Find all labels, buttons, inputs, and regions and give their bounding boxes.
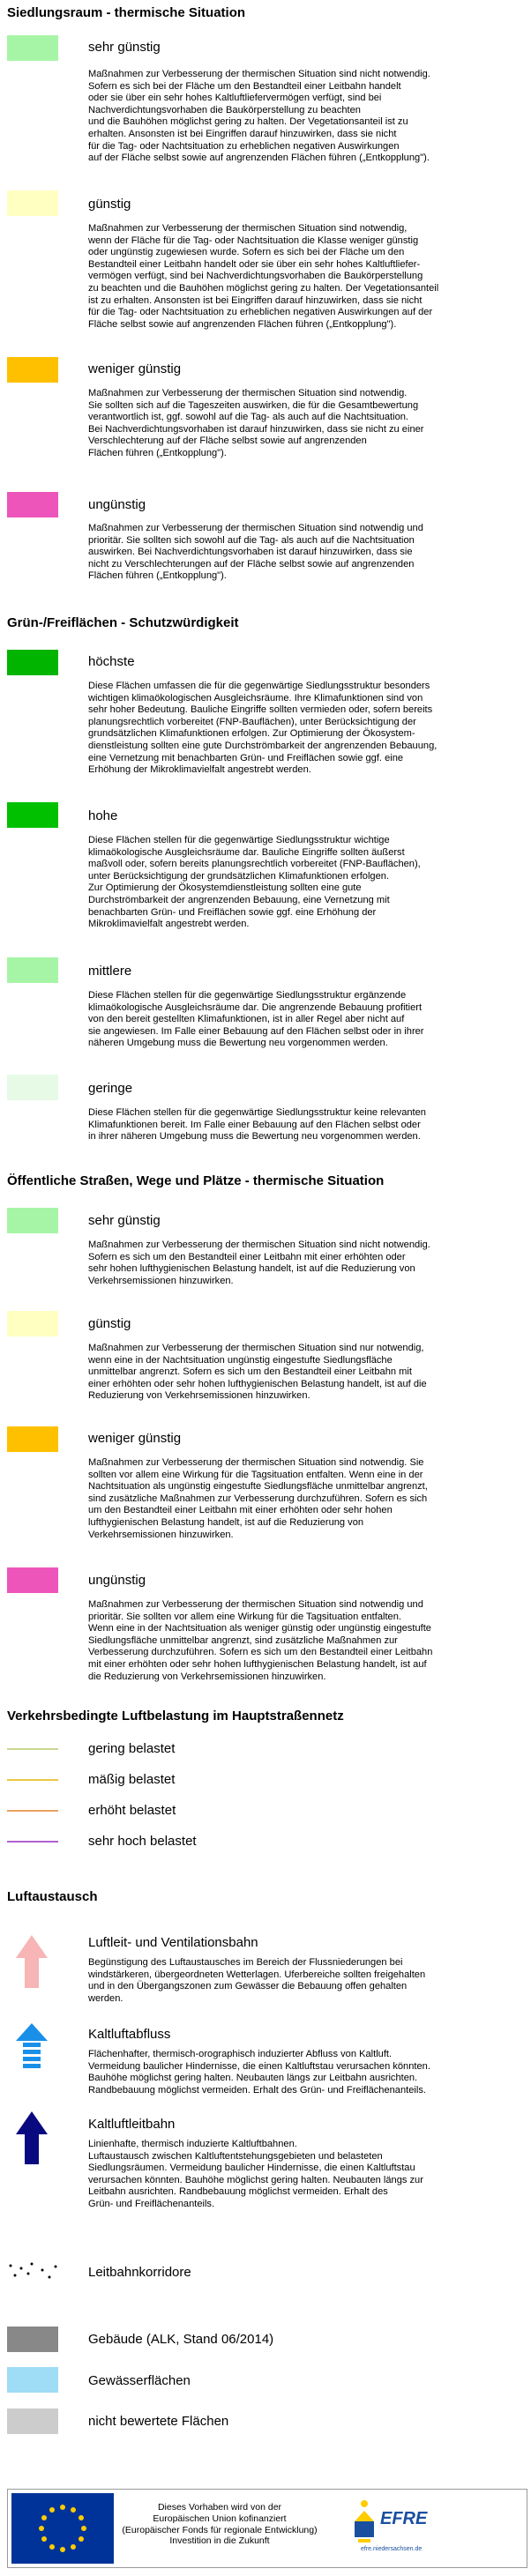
blue-arrow-icon (16, 2023, 48, 2069)
swatch-nicht-bewertet (7, 2408, 58, 2434)
desc-line: Flächenhafter, thermisch-orographisch induzierter Abfluss von Kaltluft. (88, 2049, 393, 2059)
desc-line: Verbesserung durchzuführen. Sofern es sich um den Bestandteil einer Leitbahn (88, 1647, 433, 1658)
desc-line: wenn eine in der Nachtsituation ungünstig eingestufte Siedlungsfläche (88, 1354, 393, 1366)
desc-line: und in den Übergangszonen zum Gewässer die Bebauung offen gehalten (88, 1981, 408, 1992)
efre-logo-icon (348, 2495, 436, 2564)
desc-hohe (88, 835, 516, 931)
eu-stars-icon (11, 2493, 114, 2564)
desc-line: unter Berücksichtigung der grundsätzlichen Klimafunktionen erfolgen. (88, 870, 390, 882)
swatch-sehr-guenstig (7, 35, 58, 61)
efre-sub-label: efre.niedersachsen.de (361, 2546, 423, 2552)
desc-line: Maßnahmen zur Verbesserung der thermischen Situation sind notwendig und (88, 1599, 423, 1610)
desc-line: Verkehrsemissionen hinzuwirken. (88, 1275, 234, 1286)
label-erhoeht-belastet: erhöht belastet (88, 1803, 176, 1818)
desc-line: Sofern es sich um den Bestandteil einer Leitbahn mit einer erhöhten oder (88, 1251, 406, 1262)
section-title-strassen: Öffentliche Straßen, Wege und Plätze - thermische Situation (7, 1173, 385, 1188)
label-sehr-hoch-belastet: sehr hoch belastet (88, 1834, 197, 1849)
section-title-gruenflaechen: Grün-/Freiflächen - Schutzwürdigkeit (7, 615, 239, 630)
desc-kaltluftabfluss (88, 2049, 516, 2096)
desc-weniger-guenstig (88, 388, 516, 460)
line-gering-belastet (7, 1748, 58, 1750)
section-title-verkehr: Verkehrsbedingte Luftbelastung im Hauptstraßennetz (7, 1709, 344, 1724)
desc-line: windstärkeren, übergeordneten Wetterlagen. Uferbereiche sollten freigehalten (88, 1969, 426, 1980)
footer-text (118, 2502, 321, 2547)
desc-line: Maßnahmen zur Verbesserung der thermischen Situation sind notwendig. Sie (88, 1457, 424, 1468)
swatch-unguenstig (7, 492, 58, 517)
swatch-hohe (7, 802, 58, 828)
desc-line: wenn der Fläche für die Tag- oder Nachtsituation die Klasse weniger günstig (88, 235, 419, 246)
dots-icon (7, 2261, 60, 2281)
swatch-strassen-unguenstig (7, 1567, 58, 1593)
desc-line: sollten vor allem eine Wirkung für die Tagsituation entfalten. Wenn eine in der (88, 1469, 423, 1480)
desc-line: unmittelbar angrenzt. Sofern es sich um den Bestandteil einer Leitbahn mit (88, 1366, 412, 1378)
desc-line: Maßnahmen zur Verbesserung der thermischen Situation sind notwendig. (88, 388, 408, 398)
desc-line: Siedlungsräumen. Vermeidung baulicher Hindernisse, die einen Kaltluftstau (88, 2163, 415, 2174)
desc-line: ist zu erhalten. Ansonsten ist bei Eingriffen darauf hinzuwirken, dass sie nicht (88, 294, 423, 306)
swatch-hoechste (7, 650, 58, 675)
desc-line: eine Vernetzung mit benachbarten Grün- und Freiflächen sowie ggf. eine (88, 752, 404, 763)
desc-line: in ihrer näheren Umgebung muss die Bewertung neu vorgenommen werden. (88, 1131, 421, 1143)
line-erhoeht-belastet (7, 1810, 58, 1812)
desc-line: vermögen verfügt, sind bei Nachverdichtungsvorhaben die Baukörperstellung (88, 271, 423, 282)
label-strassen-sehr-guenstig: sehr günstig (88, 1213, 161, 1228)
desc-line: auf der Fläche selbst sowie auf angrenzenden Flächen führen („Entkopplung"). (88, 153, 430, 164)
label-gebaeude: Gebäude (ALK, Stand 06/2014) (88, 2332, 274, 2347)
label-luftleitbahn: Luftleit- und Ventilationsbahn (88, 1935, 258, 1950)
desc-line: Diese Flächen umfassen die für die gegenwärtige Siedlungsstruktur besonders (88, 681, 430, 691)
desc-sehr-guenstig (88, 69, 516, 165)
desc-line: Grün- und Freiflächenanteils. (88, 2198, 215, 2209)
swatch-geringe (7, 1075, 58, 1100)
label-kaltluftleitbahn: Kaltluftleitbahn (88, 2117, 176, 2132)
pink-arrow-icon (16, 1935, 48, 1988)
desc-line: dienstleistung sollten eine gute Durchströmbarkeit der angrenzenden Bebauung, (88, 740, 438, 751)
desc-line: Maßnahmen zur Verbesserung der thermischen Situation sind notwendig, (88, 223, 408, 234)
desc-hoechste (88, 681, 516, 777)
desc-line: einer erhöhten oder sehr hohen lufthygienischen Belastung handelt, ist auf die (88, 1378, 427, 1389)
desc-line: Klimafunktionen bereit. Im Falle einer Bebauung auf den Flächen selbst oder (88, 1119, 421, 1130)
label-mittlere: mittlere (88, 964, 132, 979)
desc-line: Durchströmbarkeit der angrenzenden Bebauung, eine Vernetzung mit (88, 894, 390, 905)
desc-line: (Europäischer Fonds für regionale Entwicklung) (122, 2524, 318, 2535)
label-hoechste: höchste (88, 654, 135, 669)
desc-strassen-weniger-guenstig (88, 1457, 516, 1541)
desc-guenstig (88, 223, 516, 331)
desc-line: Nachtsituation als ungünstig eingestufte Siedlungsfläche unmittelbar angrenzt, (88, 1481, 428, 1493)
eu-flag-logo (11, 2493, 114, 2564)
swatch-strassen-sehr-guenstig (7, 1208, 58, 1233)
label-gewaesser: Gewässerflächen (88, 2373, 191, 2388)
desc-line: mit einer erhöhten oder sehr hohen lufthygienischen Belastung handelt, ist auf (88, 1658, 427, 1670)
label-maessig-belastet: mäßig belastet (88, 1772, 176, 1787)
swatch-weniger-guenstig (7, 357, 58, 383)
desc-line: maßvoll oder, sofern bereits planungsrechtlich vorbereitet (FNP-Bauflächen), (88, 859, 421, 870)
desc-line: Luftaustausch zwischen Kaltluftentstehungsgebieten und belasteten (88, 2150, 383, 2162)
section-title-siedlungsraum: Siedlungsraum - thermische Situation (7, 5, 246, 20)
desc-line: planungsrechtlich vorbereitet (FNP-Bauflächen), unter Berücksichtigung der (88, 716, 416, 727)
label-strassen-weniger-guenstig: weniger günstig (88, 1431, 182, 1446)
desc-line: für die Tag- oder Nachtsituation zu erheblichen negativen Auswirkungen auf der (88, 307, 433, 318)
desc-line: Verkehrsemissionen hinzuwirken. (88, 1529, 234, 1540)
desc-line: wichtigen klimaökologischen Ausgleichsräume. Ihre Klimafunktionen sind von (88, 692, 423, 704)
label-unguenstig: ungünstig (88, 497, 146, 512)
desc-line: Maßnahmen zur Verbesserung der thermischen Situation sind nur notwendig, (88, 1343, 424, 1353)
desc-line: die Reduzierung von Verkehrsemissionen hinzuwirken. (88, 1671, 326, 1682)
desc-line: Vermeidung baulicher Hindernisse, die einen Kaltluftstau verursachen könnten. (88, 2060, 430, 2072)
desc-line: sind zusätzliche Maßnahmen zur Verbesserung durchzuführen. Sofern es sich (88, 1493, 428, 1504)
desc-line: benachbarten Grün- und Freiflächen sowie ggf. eine Erhöhung der (88, 906, 377, 918)
desc-line: Flächen führen („Entkopplung"). (88, 570, 227, 582)
label-strassen-unguenstig: ungünstig (88, 1573, 146, 1588)
label-leitbahnkorridore: Leitbahnkorridore (88, 2265, 191, 2280)
desc-line: Bestandteil einer Leitbahn handelt oder sie über ein sehr hohes Kaltluftliefer- (88, 258, 421, 270)
desc-line: Maßnahmen zur Verbesserung der thermischen Situation sind nicht notwendig. (88, 69, 430, 79)
desc-mittlere (88, 990, 516, 1050)
desc-line: Dieses Vorhaben wird von der (157, 2502, 282, 2513)
swatch-gebaeude (7, 2327, 58, 2352)
desc-line: verursachen könnten. Bauhöhe möglichst gering halten. Neubauten längs zur (88, 2174, 423, 2185)
desc-line: Erhöhung der Mikroklimavielfalt angestrebt werden. (88, 764, 311, 776)
desc-line: erhalten. Ansonsten ist bei Eingriffen darauf hinzuwirken, dass sie nicht (88, 128, 397, 139)
label-gering-belastet: gering belastet (88, 1741, 176, 1756)
navy-arrow-icon (16, 2111, 48, 2164)
desc-strassen-guenstig (88, 1343, 516, 1403)
desc-line: klimaökologische Ausgleichsräume dar. Bauliche Eingriffe sollten äußerst (88, 846, 405, 858)
desc-unguenstig (88, 523, 516, 583)
desc-line: Flächen führen („Entkopplung"). (88, 447, 227, 458)
efre-label: EFRE (380, 2509, 428, 2528)
desc-line: sehr hoher Bedeutung. Bauliche Eingriffe sollten vermieden oder, sofern bereits (88, 704, 433, 716)
desc-line: um den Bestandteil einer Leitbahn mit einer erhöhten oder sehr hohen (88, 1505, 393, 1516)
desc-line: näheren Umgebung muss die Bewertung neu vorgenommen werden. (88, 1038, 388, 1049)
desc-line: Nachverdichtungsvorhaben die Baukörperstellung zu beachten (88, 104, 361, 115)
desc-line: Diese Flächen stellen für die gegenwärtige Siedlungsstruktur ergänzende (88, 990, 407, 1001)
desc-line: zu beachten und die Bauhöhen möglichst gering zu halten. Der Vegetationsanteil (88, 282, 439, 294)
line-maessig-belastet (7, 1779, 58, 1781)
label-nicht-bewertet: nicht bewertete Flächen (88, 2414, 229, 2429)
desc-line: werden. (88, 1992, 123, 2004)
desc-line: auswirken. Bei Nachverdichtungsvorhaben ist darauf hinzuwirken, dass sie (88, 547, 413, 558)
label-geringe: geringe (88, 1081, 133, 1096)
desc-line: Sofern es sich bei der Fläche um den Bestandteil einer Leitbahn handelt (88, 80, 401, 92)
desc-luftleitbahn (88, 1957, 516, 2005)
desc-line: lufthygienischen Belastung handelt, ist auf die Reduzierung von (88, 1516, 364, 1528)
desc-line: Wenn eine in der Nachtsituation als weniger günstig oder ungünstig eingestufte (88, 1623, 431, 1634)
desc-line: für die Tag- oder Nachtsituation zu erheblichen negativen Auswirkungen (88, 140, 400, 152)
desc-line: sehr hohen lufthygienischen Belastung handelt, ist auf die Reduzierung von (88, 1263, 415, 1275)
label-sehr-guenstig: sehr günstig (88, 40, 161, 55)
desc-line: Leitbahn ausrichten. Randbebauung möglichst vermeiden. Erhalt des (88, 2186, 388, 2198)
desc-line: Maßnahmen zur Verbesserung der thermischen Situation sind notwendig und (88, 523, 423, 533)
desc-line: Investition in die Zukunft (169, 2535, 270, 2547)
desc-strassen-unguenstig (88, 1599, 516, 1683)
desc-line: Randbebauung möglichst vermeiden. Erhalt des Grün- und Freiflächenanteils. (88, 2084, 426, 2096)
desc-line: Bauhöhe möglichst gering halten. Neubauten längs zur Leitbahn ausrichten. (88, 2073, 418, 2084)
desc-geringe (88, 1107, 516, 1143)
desc-line: prioritär. Sie sollten sich sowohl auf die Tag- als auch auf die Nachtsituation (88, 534, 415, 546)
desc-line: oder ungünstig zugewiesen wurde. Sofern es sich bei der Fläche um den (88, 247, 405, 258)
swatch-guenstig (7, 190, 58, 216)
desc-line: Mikroklimavielfalt angestrebt werden. (88, 919, 250, 930)
desc-line: nicht zu Verschlechterungen auf der Fläche selbst sowie auf angrenzenden (88, 558, 415, 570)
swatch-mittlere (7, 957, 58, 983)
desc-line: Siedlungsfläche unmittelbar angrenzt, sind zusätzliche Maßnahmen zur (88, 1634, 398, 1646)
section-title-luftaustausch: Luftaustausch (7, 1889, 98, 1904)
desc-line: Begünstigung des Luftaustausches im Bereich der Flussniederungen bei (88, 1957, 403, 1968)
swatch-strassen-guenstig (7, 1311, 58, 1336)
desc-strassen-sehr-guenstig (88, 1240, 516, 1287)
desc-line: prioritär. Sie sollten vor allem eine Wirkung für die Tagsituation entfalten. (88, 1611, 401, 1622)
desc-line: von den bereit gestellten Klimafunktionen, ist in aller Regel aber nicht auf (88, 1014, 405, 1025)
desc-line: Maßnahmen zur Verbesserung der thermischen Situation sind nicht notwendig. (88, 1240, 430, 1250)
label-guenstig: günstig (88, 197, 131, 212)
desc-line: Fläche selbst sowie auf angrenzenden Flächen führen („Entkopplung"). (88, 318, 397, 330)
desc-line: Diese Flächen stellen für die gegenwärtige Siedlungsstruktur keine relevanten (88, 1107, 426, 1118)
label-weniger-guenstig: weniger günstig (88, 361, 182, 376)
desc-line: oder sie über ein sehr hohes Kaltluftliefervermögen verfügt, sind bei (88, 93, 382, 104)
desc-line: klimaökologische Ausgleichsräume dar. Die angrenzende Bebauung profitiert (88, 1001, 423, 1013)
label-kaltluftabfluss: Kaltluftabfluss (88, 2027, 171, 2042)
line-sehr-hoch-belastet (7, 1841, 58, 1843)
desc-line: Reduzierung von Verkehrsemissionen hinzuwirken. (88, 1390, 310, 1402)
desc-line: Diese Flächen stellen für die gegenwärtige Siedlungsstruktur wichtige (88, 835, 390, 845)
desc-line: Verschlechterung auf der Fläche selbst sowie auf angrenzenden (88, 436, 367, 447)
desc-line: Bei Nachverdichtungsvorhaben ist darauf hinzuwirken, dass sie nicht zu einer (88, 423, 424, 435)
swatch-gewaesser (7, 2367, 58, 2393)
desc-kaltluftleitbahn (88, 2139, 516, 2211)
desc-line: verantwortlich ist, ggf. sowohl auf die Tag- als auch auf die Nachtsituation. (88, 412, 409, 423)
desc-line: Zur Optimierung der Ökosystemdienstleistung sollten eine gute (88, 882, 362, 894)
desc-line: Europäischen Union kofinanziert (153, 2513, 287, 2524)
desc-line: grundsätzlichen Klimafunktionen erfolgen. Zur Optimierung der Ökosystem- (88, 728, 415, 740)
footer-eu-funding (7, 2489, 527, 2568)
swatch-strassen-weniger-guenstig (7, 1426, 58, 1452)
desc-line: Linienhafte, thermisch induzierte Kaltluftbahnen. (88, 2139, 297, 2149)
desc-line: und die Bauhöhen möglichst gering zu halten. Der Vegetationsanteil ist zu (88, 116, 408, 128)
label-strassen-guenstig: günstig (88, 1316, 131, 1331)
desc-line: Sie sollten sich auf die Tageszeiten auswirken, die für die Gesamtbewertung (88, 399, 419, 411)
desc-line: sie angewiesen. Im Falle einer Bebauung auf den Flächen selbst oder in ihrer (88, 1025, 424, 1037)
label-hohe: hohe (88, 808, 118, 823)
